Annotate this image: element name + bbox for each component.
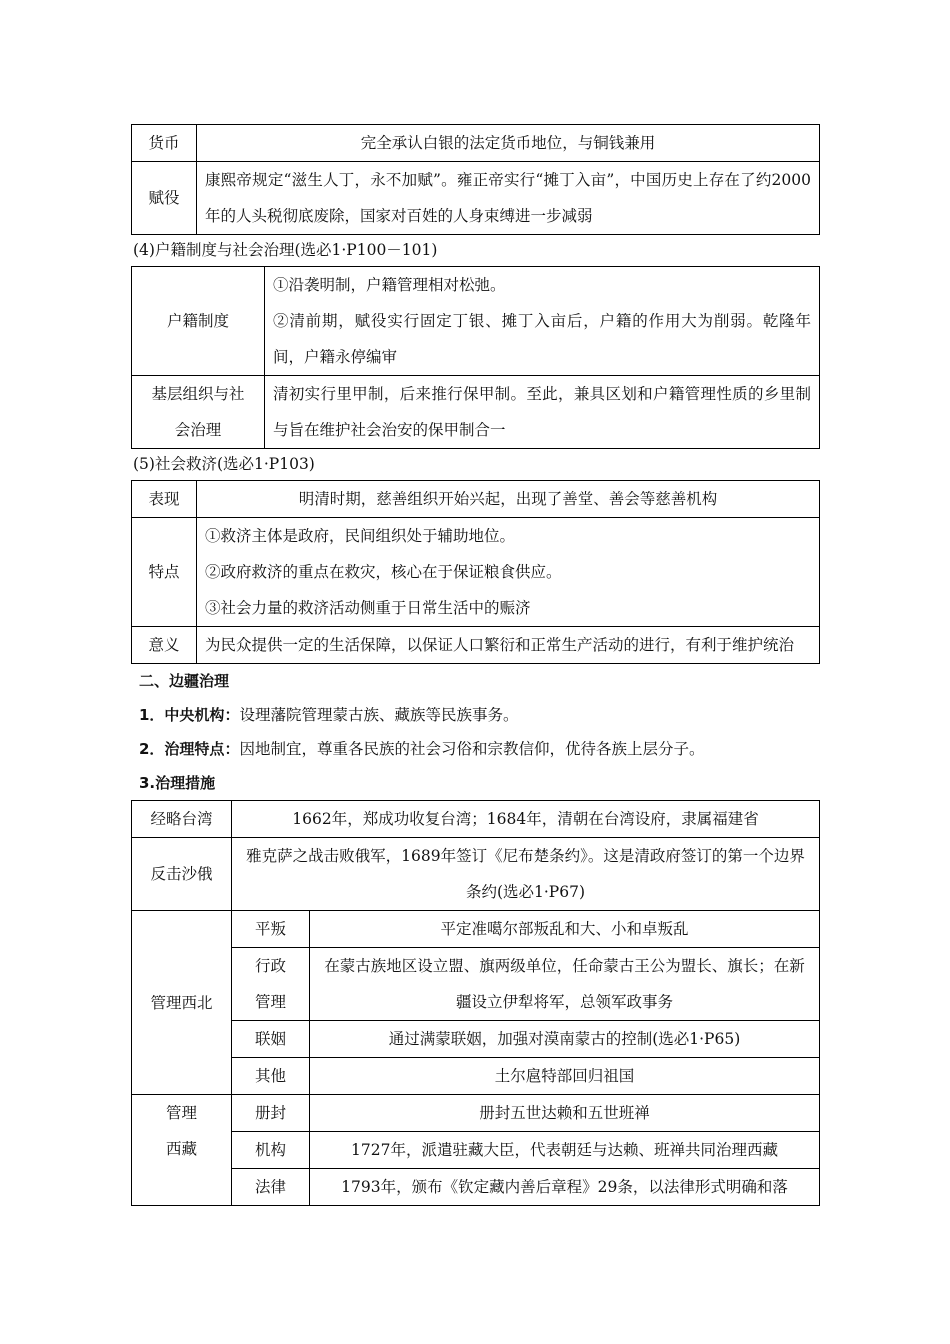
sub-label: 行政管理 <box>232 948 310 1021</box>
row-content: 明清时期，慈善组织开始兴起，出现了善堂、善会等慈善机构 <box>197 481 820 518</box>
item-label: 3.治理措施 <box>139 774 216 792</box>
list-item: ①救济主体是政府，民间组织处于辅助地位。 <box>205 527 516 545</box>
row-label: 表现 <box>132 481 197 518</box>
row-content: 土尔扈特部回归祖国 <box>310 1058 820 1095</box>
item-label: 1．中央机构： <box>139 706 240 724</box>
row-label: 管理西藏 <box>132 1095 232 1206</box>
table-row <box>132 627 820 664</box>
table-row <box>132 1058 820 1095</box>
row-content: 通过满蒙联姻，加强对漠南蒙古的控制(选必1·P65) <box>310 1021 820 1058</box>
table-row <box>132 1169 820 1206</box>
document-page <box>131 124 819 1206</box>
section-title: (4)户籍制度与社会治理(选必1·P100－101) <box>133 241 438 259</box>
item-label: 2．治理特点： <box>139 740 240 758</box>
item-text: 因地制宜，尊重各民族的社会习俗和宗教信仰，优待各族上层分子。 <box>239 740 705 758</box>
table-row <box>132 518 820 627</box>
list-item <box>131 698 819 732</box>
list-item: ②清前期，赋役实行固定丁银、摊丁入亩后，户籍的作用大为削弱。乾隆年间，户籍永停编审 <box>273 312 811 366</box>
household-table <box>131 266 820 449</box>
row-label: 基层组织与社会治理 <box>132 376 265 449</box>
row-content: 1793年，颁布《钦定藏内善后章程》29条，以法律形式明确和落 <box>310 1169 820 1206</box>
section-title: (5)社会救济(选必1·P103) <box>133 455 315 473</box>
table-row <box>132 1095 820 1132</box>
table-row <box>132 1021 820 1058</box>
table-row <box>132 162 820 235</box>
table-row <box>132 481 820 518</box>
list-item: ②政府救济的重点在救灾，核心在于保证粮食供应。 <box>205 563 562 581</box>
row-label: 管理西北 <box>132 911 232 1095</box>
sub-label: 法律 <box>232 1169 310 1206</box>
row-content <box>197 518 820 627</box>
section-heading: 二、边疆治理 <box>139 672 230 690</box>
row-content: 雅克萨之战击败俄军，1689年签订《尼布楚条约》。这是清政府签订的第一个边界条约(选必1·P67) <box>232 838 820 911</box>
sub-label: 其他 <box>232 1058 310 1095</box>
table-row <box>132 911 820 948</box>
row-content: 1662年，郑成功收复台湾；1684年，清朝在台湾设府，隶属福建省 <box>232 801 820 838</box>
row-label: 货币 <box>132 125 197 162</box>
frontier-table <box>131 800 820 1206</box>
sub-label: 机构 <box>232 1132 310 1169</box>
sub-label: 册封 <box>232 1095 310 1132</box>
row-label: 反击沙俄 <box>132 838 232 911</box>
row-content: 完全承认白银的法定货币地位，与铜钱兼用 <box>197 125 820 162</box>
row-content: 在蒙古族地区设立盟、旗两级单位，任命蒙古王公为盟长、旗长；在新疆设立伊犁将军，总领军政事务 <box>310 948 820 1021</box>
table-row <box>132 948 820 1021</box>
table-row <box>132 1132 820 1169</box>
economy-table <box>131 124 820 235</box>
row-content: 清初实行里甲制，后来推行保甲制。至此，兼具区划和户籍管理性质的乡里制与旨在维护社会治安的保甲制合一 <box>265 376 820 449</box>
table-row <box>132 267 820 376</box>
row-content: 1727年，派遣驻藏大臣，代表朝廷与达赖、班禅共同治理西藏 <box>310 1132 820 1169</box>
row-label: 赋役 <box>132 162 197 235</box>
row-content: 册封五世达赖和五世班禅 <box>310 1095 820 1132</box>
table-row <box>132 801 820 838</box>
row-label: 户籍制度 <box>132 267 265 376</box>
row-content: 平定准噶尔部叛乱和大、小和卓叛乱 <box>310 911 820 948</box>
relief-table <box>131 480 820 664</box>
table-row <box>132 376 820 449</box>
row-label: 经略台湾 <box>132 801 232 838</box>
sub-label: 联姻 <box>232 1021 310 1058</box>
table-row <box>132 838 820 911</box>
row-content: 为民众提供一定的生活保障，以保证人口繁衍和正常生产活动的进行，有利于维护统治 <box>197 627 820 664</box>
row-label: 意义 <box>132 627 197 664</box>
table-row <box>132 125 820 162</box>
list-item: ③社会力量的救济活动侧重于日常生活中的赈济 <box>205 599 531 617</box>
row-content: 康熙帝规定“滋生人丁，永不加赋”。雍正帝实行“摊丁入亩”，中国历史上存在了约2000年的人头税彻底废除，国家对百姓的人身束缚进一步减弱 <box>197 162 820 235</box>
list-item <box>131 732 819 766</box>
row-label: 特点 <box>132 518 197 627</box>
row-content <box>265 267 820 376</box>
sub-label: 平叛 <box>232 911 310 948</box>
item-text: 设理藩院管理蒙古族、藏族等民族事务。 <box>239 706 519 724</box>
list-item: ①沿袭明制，户籍管理相对松弛。 <box>273 276 506 294</box>
